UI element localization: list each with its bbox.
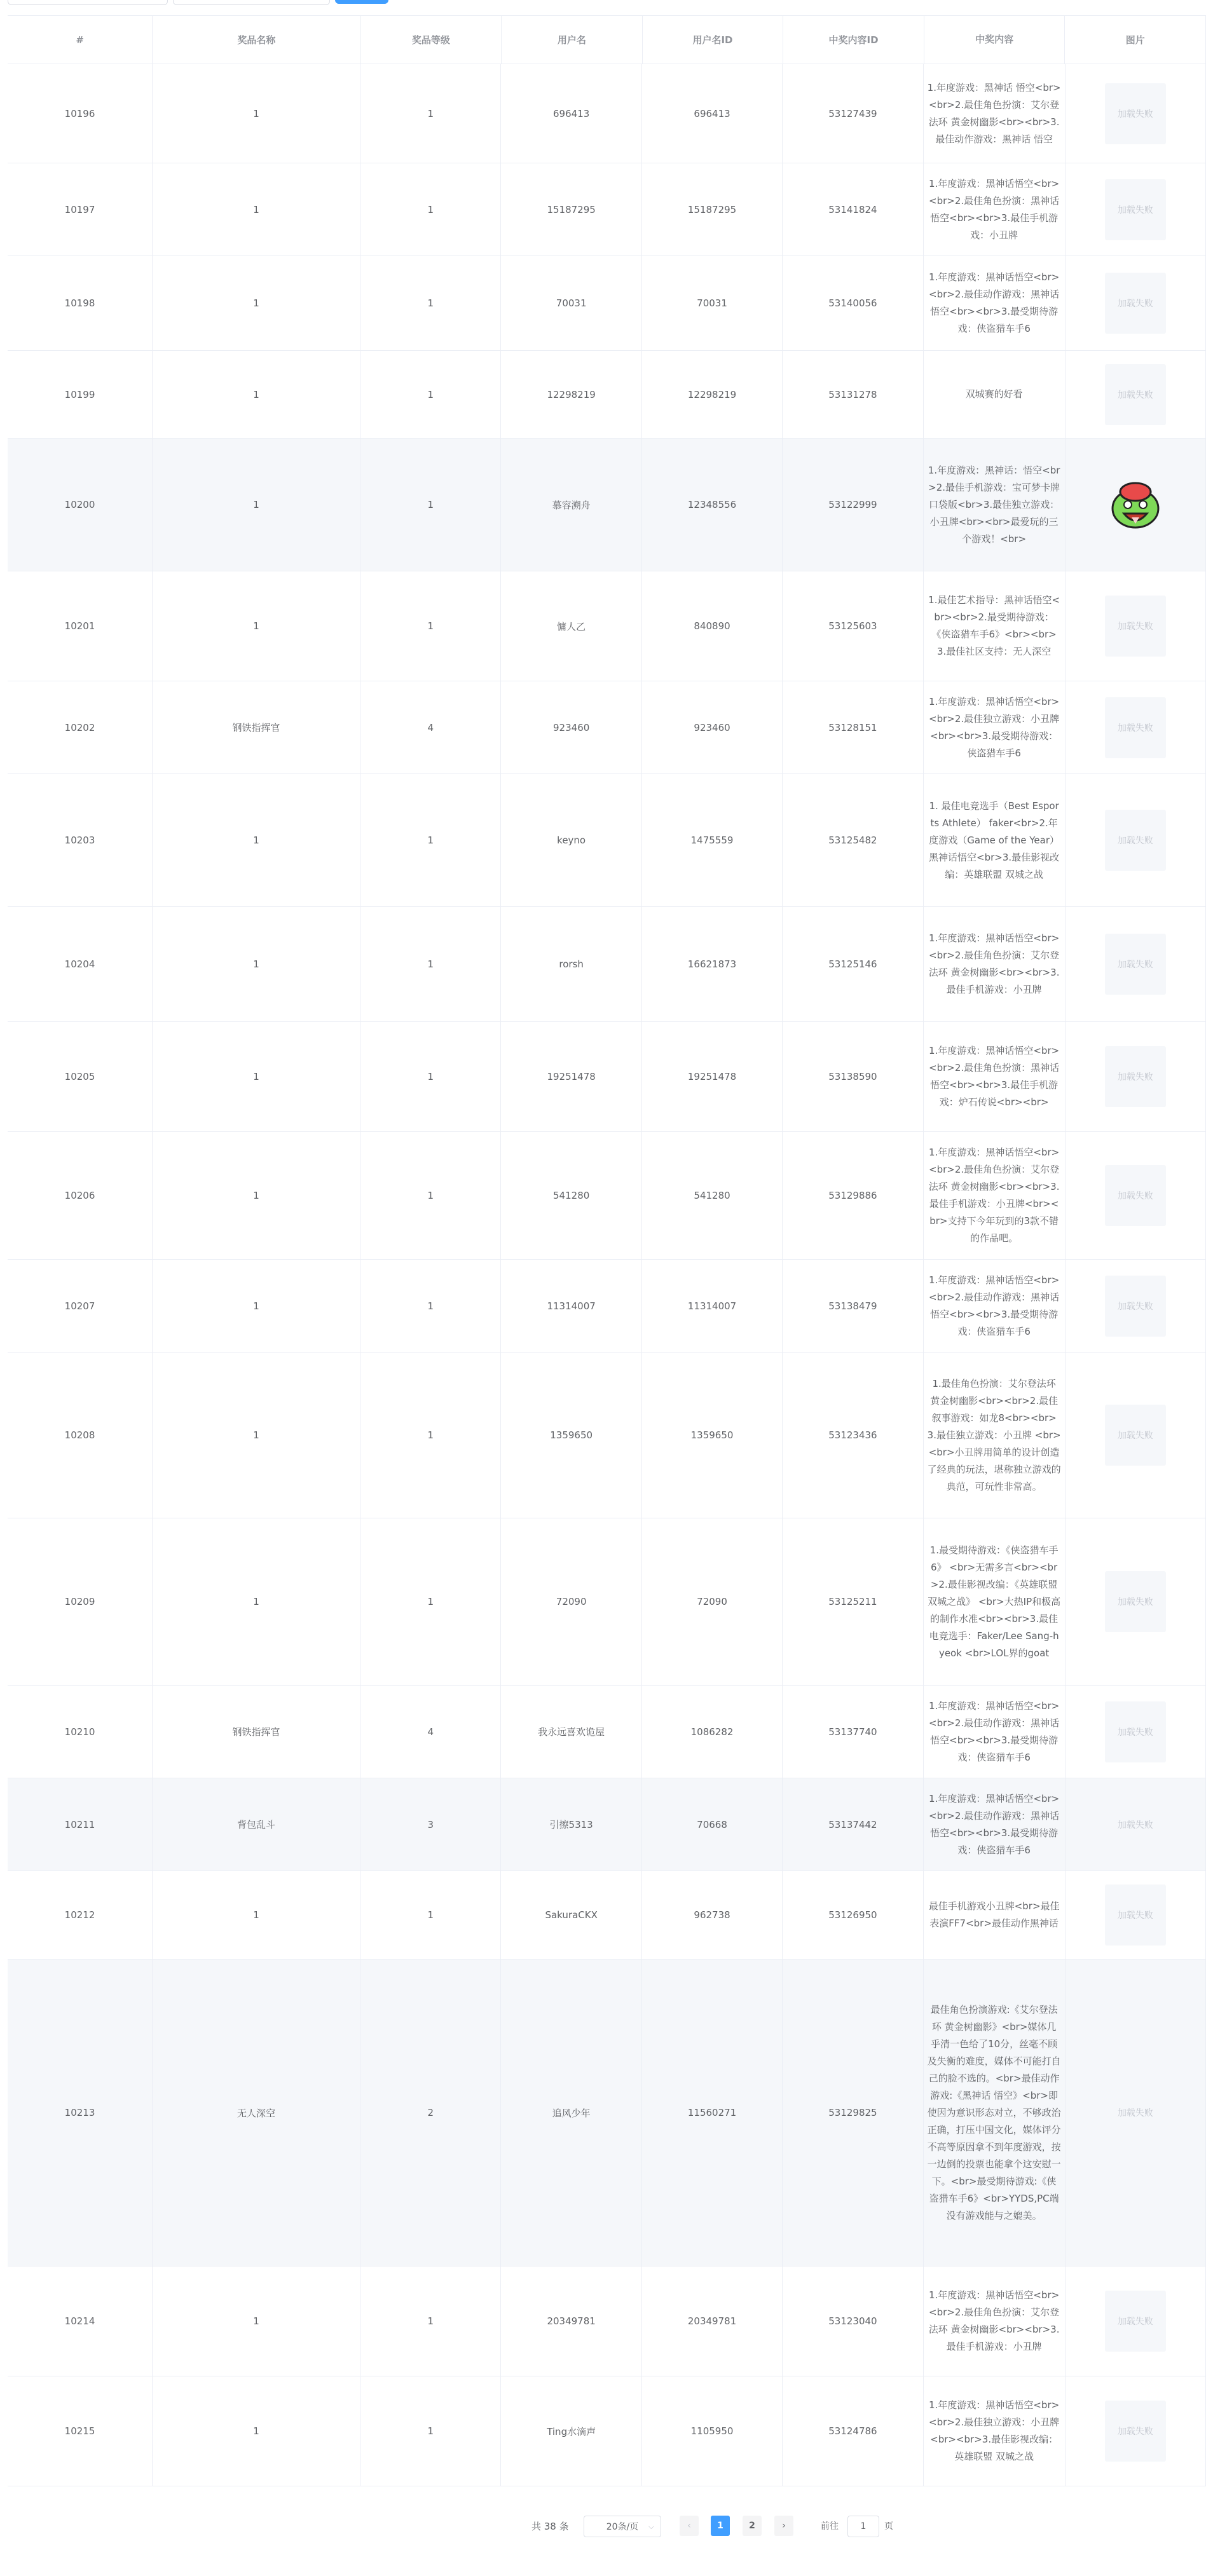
cell-index: 10197 (8, 163, 153, 256)
pagination-total: 共 38 条 (531, 2520, 569, 2532)
chevron-down-icon: ⌵ (648, 2521, 654, 2531)
cell-content-text: 1.年度游戏：黑神话悟空<br><br>2.最佳角色扮演：黑神话悟空<br><br>3.最佳手机游戏：小丑牌 (929, 177, 1060, 241)
table-row (8, 907, 1206, 1022)
cell-username: 慵人乙 (501, 571, 641, 681)
cell-prize-level: 1 (360, 1353, 501, 1518)
cell-prize-level: 1 (360, 1518, 501, 1685)
cell-prize-level: 2 (360, 1959, 501, 2266)
cell-content (924, 774, 1066, 906)
image-placeholder[interactable]: 加载失败 (1105, 934, 1166, 995)
cell-username: 慕容溯舟 (501, 439, 641, 571)
cell-image (1066, 681, 1206, 773)
cell-content-text: 最佳角色扮演游戏:《艾尔登法环 黄金树幽影》<br>媒体几乎清一色给了10分，丝毫不顾及失衡的难度，媒体不可能打自己的脸不选的。<br>最佳动作游戏:《黑神话 悟空》<br>即使因为意识形态对立，不够政治正确，打压中国文化，媒体评分不高等原因拿不到年度游戏，按一边倒的投票也能拿个这安慰一下。<br>最受期待游戏:《侠盗猎车手6》<br>YYDS,PC端没有游戏能与之媲美。 (927, 2003, 1061, 2221)
header-content: 中奖内容 (924, 16, 1066, 64)
cell-content (924, 1260, 1066, 1352)
cell-prize-name: 1 (153, 2376, 360, 2486)
cell-content-text: 1.最受期待游戏：《侠盗猎车手6》 <br>无需多言<br><br>2.最佳影视改编：《英雄联盟 双城之战》 <br>大热IP和极高的制作水准<br><br>3.最佳电竞选手：Faker/Lee Sang-hyeok <br>LOL界的goat (928, 1544, 1061, 1659)
cell-index: 10201 (8, 571, 153, 681)
cell-prize-level: 1 (360, 439, 501, 571)
cell-image (1066, 64, 1206, 163)
image-placeholder[interactable]: 加载失败 (1105, 697, 1166, 758)
cell-content-id: 53140056 (783, 256, 923, 350)
cell-prize-name: 1 (153, 1518, 360, 1685)
cell-username: SakuraCKX (501, 1871, 641, 1959)
cell-index: 10200 (8, 439, 153, 571)
table-row (8, 256, 1206, 351)
table-row (8, 681, 1206, 774)
cell-content-id: 53125603 (783, 571, 923, 681)
table-row (8, 571, 1206, 681)
cell-index: 10207 (8, 1260, 153, 1352)
image-placeholder[interactable]: 加载失败 (1105, 810, 1166, 871)
cell-content-id: 53129886 (783, 1132, 923, 1259)
cell-content (924, 256, 1066, 350)
header-image: 图片 (1065, 16, 1206, 64)
cell-username: 20349781 (501, 2266, 641, 2376)
cell-content (924, 163, 1066, 256)
cell-username: 70031 (501, 256, 641, 350)
cell-index: 10204 (8, 907, 153, 1021)
cell-content-id: 53138590 (783, 1022, 923, 1131)
cell-content-id: 53122999 (783, 439, 923, 571)
image-placeholder[interactable]: 加载失败 (1105, 2082, 1166, 2143)
image-placeholder[interactable]: 加载失败 (1105, 1046, 1166, 1107)
cell-content-text: 1.年度游戏：黑神话悟空<br><br>2.最佳角色扮演：艾尔登法环 黄金树幽影<br><br>3.最佳手机游戏：小丑牌<br><br>支持下今年玩到的3款不错的作品吧。 (928, 1147, 1060, 1244)
cell-user-id: 11314007 (642, 1260, 783, 1352)
cell-username: 15187295 (501, 163, 641, 256)
image-placeholder[interactable]: 加载失败 (1105, 1276, 1166, 1337)
table-row (8, 1022, 1206, 1132)
cell-content-id: 53125211 (783, 1518, 923, 1685)
cell-user-id: 16621873 (642, 907, 783, 1021)
cell-user-id: 923460 (642, 681, 783, 773)
image-placeholder[interactable]: 加载失败 (1105, 179, 1166, 240)
cell-image (1066, 1022, 1206, 1131)
cell-prize-level: 1 (360, 256, 501, 350)
table-row (8, 2376, 1206, 2486)
cell-content-text: 1.最佳艺术指导：黑神话悟空<br><br>2.最受期待游戏：《侠盗猎车手6》<br><br>3.最佳社区支持：无人深空 (928, 594, 1060, 657)
cell-content-id: 53125482 (783, 774, 923, 906)
image-placeholder[interactable]: 加载失败 (1105, 1701, 1166, 1762)
cell-user-id: 1359650 (642, 1353, 783, 1518)
cell-prize-name: 1 (153, 64, 360, 163)
header-username: 用户名 (502, 16, 643, 64)
cell-user-id: 1475559 (642, 774, 783, 906)
cell-content-id: 53125146 (783, 907, 923, 1021)
cell-prize-level: 1 (360, 351, 501, 438)
cell-content-id: 53138479 (783, 1260, 923, 1352)
cell-prize-level: 3 (360, 1778, 501, 1871)
table-row (8, 1518, 1206, 1686)
cell-user-id: 12298219 (642, 351, 783, 438)
cell-username: rorsh (501, 907, 641, 1021)
table-row (8, 1959, 1206, 2266)
table-row (8, 1778, 1206, 1871)
cell-content (924, 2266, 1066, 2376)
cell-image (1066, 1353, 1206, 1518)
table-row (8, 1260, 1206, 1353)
cell-content-text: 1.年度游戏：黑神话悟空<br><br>2.最佳动作游戏：黑神话悟空<br><br>3.最受期待游戏：侠盗猎车手6 (929, 1792, 1060, 1856)
cell-content-text: 1.年度游戏：黑神话悟空<br><br>2.最佳独立游戏：小丑牌<br><br>3.最佳影视改编：英雄联盟 双城之战 (929, 2399, 1060, 2462)
cell-prize-name: 1 (153, 1132, 360, 1259)
image-placeholder[interactable]: 加载失败 (1105, 83, 1166, 144)
cell-content-id: 53137740 (783, 1686, 923, 1778)
cell-username: 696413 (501, 64, 641, 163)
cell-prize-name: 钢铁指挥官 (153, 1686, 360, 1778)
table-row (8, 163, 1206, 256)
cell-content (924, 439, 1066, 571)
header-content-id: 中奖内容ID (783, 16, 924, 64)
cell-content-text: 双城赛的好看 (965, 388, 1023, 400)
cell-username: 12298219 (501, 351, 641, 438)
cell-index: 10212 (8, 1871, 153, 1959)
image-placeholder[interactable]: 加载失败 (1105, 1884, 1166, 1946)
cell-content (924, 1686, 1066, 1778)
cell-index: 10208 (8, 1353, 153, 1518)
cell-prize-level: 1 (360, 2266, 501, 2376)
cell-content (924, 351, 1066, 438)
cell-content-id: 53127439 (783, 64, 923, 163)
cell-user-id: 72090 (642, 1518, 783, 1685)
cell-index: 10198 (8, 256, 153, 350)
cell-content-text: 最佳手机游戏小丑牌<br>最佳表演FF7<br>最佳动作黑神话 (928, 1900, 1060, 1929)
cell-user-id: 12348556 (642, 439, 783, 571)
toolbar (0, 0, 1206, 9)
cell-username: 923460 (501, 681, 641, 773)
header-user-id: 用户名ID (643, 16, 784, 64)
cell-content-text: 1.年度游戏：黑神话悟空<br><br>2.最佳角色扮演：艾尔登法环 黄金树幽影<br><br>3.最佳手机游戏：小丑牌 (928, 2289, 1060, 2352)
image-placeholder[interactable]: 加载失败 (1105, 2291, 1166, 2352)
cell-content-text: 1.年度游戏：黑神话悟空<br><br>2.最佳动作游戏：黑神话悟空<br><br>3.最受期待游戏：侠盗猎车手6 (929, 271, 1060, 334)
table-row (8, 774, 1206, 907)
cell-image (1066, 1686, 1206, 1778)
header-prize-name: 奖品名称 (153, 16, 360, 64)
cell-username: 72090 (501, 1518, 641, 1685)
cell-prize-level: 1 (360, 1132, 501, 1259)
cell-prize-level: 1 (360, 571, 501, 681)
cell-index: 10202 (8, 681, 153, 773)
cell-username: 我永远喜欢诡屋 (501, 1686, 641, 1778)
cell-content (924, 907, 1066, 1021)
cell-prize-level: 1 (360, 907, 501, 1021)
cell-content-id: 53128151 (783, 681, 923, 773)
cell-content (924, 1132, 1066, 1259)
prize-table (8, 15, 1206, 2486)
cell-content-text: 1.年度游戏：黑神话悟空<br><br>2.最佳角色扮演：艾尔登法环 黄金树幽影<br><br>3.最佳手机游戏：小丑牌 (928, 932, 1060, 995)
cell-image (1066, 1871, 1206, 1959)
cell-content-text: 1.年度游戏：黑神话悟空<br><br>2.最佳独立游戏：小丑牌<br><br>3.最受期待游戏：侠盗猎车手6 (929, 695, 1060, 759)
image-placeholder[interactable]: 加载失败 (1105, 273, 1166, 334)
next-page-button[interactable]: › (774, 2516, 793, 2536)
cell-index: 10209 (8, 1518, 153, 1685)
cell-prize-name: 1 (153, 351, 360, 438)
cell-user-id: 1105950 (642, 2376, 783, 2486)
cell-prize-name: 1 (153, 439, 360, 571)
cell-image (1066, 439, 1206, 571)
image-placeholder[interactable]: 加载失败 (1105, 364, 1166, 425)
cell-prize-level: 4 (360, 681, 501, 773)
cell-index: 10211 (8, 1778, 153, 1871)
cell-image (1066, 1959, 1206, 2266)
cell-content-id: 53141824 (783, 163, 923, 256)
cell-image (1066, 2266, 1206, 2376)
cell-user-id: 70668 (642, 1778, 783, 1871)
cell-prize-level: 1 (360, 163, 501, 256)
cell-content (924, 1518, 1066, 1685)
cell-username: Ting水滴声 (501, 2376, 641, 2486)
cell-prize-level: 1 (360, 2376, 501, 2486)
cell-index: 10213 (8, 1959, 153, 2266)
page-size-select[interactable] (584, 2516, 661, 2537)
cell-content-text: 1.年度游戏：黑神话：悟空<br>2.最佳手机游戏：宝可梦卡牌 口袋版<br>3.最佳独立游戏：小丑牌<br><br>最爱玩的三个游戏！<br> (928, 464, 1060, 545)
cell-index: 10199 (8, 351, 153, 438)
table-row (8, 351, 1206, 439)
cell-index: 10215 (8, 2376, 153, 2486)
cell-username: 引擦5313 (501, 1778, 641, 1871)
cell-prize-name: 1 (153, 907, 360, 1021)
image-placeholder[interactable]: 加载失败 (1105, 1571, 1166, 1632)
cell-content-text: 1. 最佳电竞选手（Best Esports Athlete） faker<br>2.年度游戏（Game of the Year）黑神话悟空<br>3.最佳影视改编：英雄联盟 双城之战 (929, 800, 1060, 880)
pagination (0, 2516, 1206, 2541)
cell-prize-name: 钢铁指挥官 (153, 681, 360, 773)
cell-prize-name: 1 (153, 2266, 360, 2376)
goto-page-input[interactable]: 1 (847, 2516, 879, 2537)
cell-prize-name: 无人深空 (153, 1959, 360, 2266)
table-row (8, 2266, 1206, 2376)
cell-image (1066, 1260, 1206, 1352)
cell-prize-name: 1 (153, 1260, 360, 1352)
cell-image (1066, 163, 1206, 256)
cell-image (1066, 351, 1206, 438)
cell-index: 10214 (8, 2266, 153, 2376)
cell-username: keyno (501, 774, 641, 906)
cell-index: 10206 (8, 1132, 153, 1259)
table-row (8, 1353, 1206, 1518)
goto-label: 前往 (821, 2521, 839, 2532)
cell-index: 10203 (8, 774, 153, 906)
cell-content-id: 53124786 (783, 2376, 923, 2486)
cell-content (924, 1353, 1066, 1518)
cell-image (1066, 256, 1206, 350)
page-2-button[interactable]: 2 (743, 2516, 762, 2536)
cell-user-id: 541280 (642, 1132, 783, 1259)
cell-username: 追风少年 (501, 1959, 641, 2266)
cell-image (1066, 774, 1206, 906)
cell-prize-name: 1 (153, 571, 360, 681)
cell-prize-level: 4 (360, 1686, 501, 1778)
cell-content (924, 571, 1066, 681)
cell-prize-name: 1 (153, 256, 360, 350)
cell-user-id: 20349781 (642, 2266, 783, 2376)
cell-prize-level: 1 (360, 1871, 501, 1959)
cell-user-id: 70031 (642, 256, 783, 350)
cell-index: 10205 (8, 1022, 153, 1131)
cell-user-id: 962738 (642, 1871, 783, 1959)
cell-content-text: 1.最佳角色扮演：艾尔登法环 黄金树幽影<br><br>2.最佳叙事游戏：如龙8<br><br>3.最佳独立游戏：小丑牌 <br> <br>小丑牌用简单的设计创造了经典的玩法，堪称独立游戏的典范，可玩性非常高。 (927, 1377, 1061, 1492)
cell-content-text: 1.年度游戏：黑神话 悟空<br><br>2.最佳角色扮演：艾尔登法环 黄金树幽影<br><br>3.最佳动作游戏：黑神话 悟空 (927, 81, 1061, 145)
search-button[interactable] (335, 0, 388, 4)
cell-content-id: 53131278 (783, 351, 923, 438)
image-placeholder[interactable]: 加载失败 (1105, 1405, 1166, 1466)
cell-prize-name: 1 (153, 163, 360, 256)
cell-user-id: 15187295 (642, 163, 783, 256)
cell-content-id: 53137442 (783, 1778, 923, 1871)
cell-prize-name: 背包乱斗 (153, 1778, 360, 1871)
header-index: # (8, 16, 153, 64)
cell-user-id: 1086282 (642, 1686, 783, 1778)
image-placeholder[interactable]: 加载失败 (1105, 1165, 1166, 1226)
cell-prize-level: 1 (360, 1260, 501, 1352)
table-row (8, 439, 1206, 571)
cell-user-id: 11560271 (642, 1959, 783, 2266)
cell-prize-name: 1 (153, 1871, 360, 1959)
cell-content (924, 64, 1066, 163)
cell-image (1066, 2376, 1206, 2486)
avatar-image[interactable] (1104, 473, 1167, 536)
cell-content (924, 1959, 1066, 2266)
page-suffix: 页 (884, 2521, 893, 2532)
image-placeholder[interactable]: 加载失败 (1105, 2401, 1166, 2462)
cell-image (1066, 907, 1206, 1021)
table-header (8, 15, 1206, 64)
cell-image (1066, 1518, 1206, 1685)
cell-content (924, 1871, 1066, 1959)
filter-input-1[interactable] (8, 0, 168, 5)
page-1-button[interactable]: 1 (711, 2516, 730, 2536)
cell-username: 541280 (501, 1132, 641, 1259)
page-size-value: 20条/页 (606, 2522, 639, 2532)
cell-image (1066, 1778, 1206, 1871)
cell-user-id: 19251478 (642, 1022, 783, 1131)
cell-content-id: 53126950 (783, 1871, 923, 1959)
cell-prize-name: 1 (153, 1353, 360, 1518)
cell-content-id: 53129825 (783, 1959, 923, 2266)
cell-content-text: 1.年度游戏：黑神话悟空<br><br>2.最佳动作游戏：黑神话悟空<br><br>3.最受期待游戏：侠盗猎车手6 (929, 1274, 1060, 1337)
cell-content-id: 53123040 (783, 2266, 923, 2376)
table-row (8, 1871, 1206, 1959)
filter-input-2[interactable] (173, 0, 330, 5)
cell-content (924, 2376, 1066, 2486)
cell-username: 1359650 (501, 1353, 641, 1518)
cell-prize-level: 1 (360, 64, 501, 163)
cell-image (1066, 571, 1206, 681)
cell-prize-level: 1 (360, 774, 501, 906)
cell-prize-level: 1 (360, 1022, 501, 1131)
header-prize-level: 奖品等级 (361, 16, 502, 64)
cell-image (1066, 1132, 1206, 1259)
table-row (8, 1686, 1206, 1778)
cell-user-id: 840890 (642, 571, 783, 681)
cell-prize-name: 1 (153, 774, 360, 906)
prev-page-button[interactable]: ‹ (680, 2516, 699, 2536)
cell-content (924, 1022, 1066, 1131)
cell-content-text: 1.年度游戏：黑神话悟空<br><br>2.最佳角色扮演：黑神话悟空<br><br>3.最佳手机游戏：炉石传说<br><br> (929, 1045, 1060, 1108)
cell-username: 19251478 (501, 1022, 641, 1131)
cell-content-text: 1.年度游戏：黑神话悟空<br><br>2.最佳动作游戏：黑神话悟空<br><br>3.最受期待游戏：侠盗猎车手6 (929, 1700, 1060, 1763)
cell-username: 11314007 (501, 1260, 641, 1352)
table-row (8, 1132, 1206, 1260)
cell-content (924, 681, 1066, 773)
image-placeholder[interactable]: 加载失败 (1105, 1794, 1166, 1855)
cell-content (924, 1778, 1066, 1871)
image-placeholder[interactable]: 加载失败 (1105, 596, 1166, 657)
cell-prize-name: 1 (153, 1022, 360, 1131)
cell-user-id: 696413 (642, 64, 783, 163)
cell-index: 10196 (8, 64, 153, 163)
cell-content-id: 53123436 (783, 1353, 923, 1518)
cell-index: 10210 (8, 1686, 153, 1778)
table-row (8, 64, 1206, 163)
